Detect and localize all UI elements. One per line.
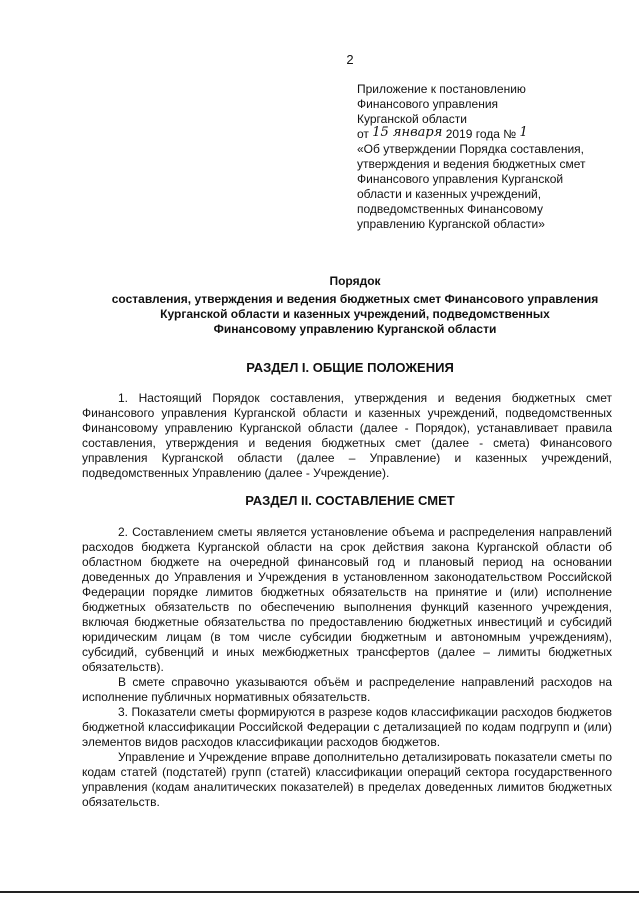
appendix-block xyxy=(357,82,627,232)
appendix-subject-line: утверждения и ведения бюджетных смет xyxy=(357,157,586,171)
paragraph: 3. Показатели сметы формируются в разрезе кодов классификации расходов бюджетов бюджетной классификации Российской Федерации с детализацией по кодам подгрупп и (или) элементов видов расходов классификации расходов бюджетов. xyxy=(82,705,612,749)
paragraph: 1. Настоящий Порядок составления, утверждения и ведения бюджетных смет Финансового управления Курганской области и казенных учреждений, подведомственных Финансовому управлению Курганской области (далее - Порядок), устанавливает правила составления, утверждения и ведения бюджетных смет (далее - смета) Финансового управления Курганской области (далее – Управление) и казенных учреждений, подведомственных Управлению (далее - Учреждение). xyxy=(82,391,612,480)
appendix-subject-line: «Об утверждении Порядка составления, xyxy=(357,142,585,156)
appendix-line: Приложение к постановлению xyxy=(357,82,526,96)
appendix-line: Финансового управления xyxy=(357,97,499,111)
paragraph: В смете справочно указываются объём и распределение направлений расходов на исполнение публичных нормативных обязательств. xyxy=(82,675,612,704)
page-number: 2 xyxy=(346,52,354,67)
section-body xyxy=(82,525,612,810)
section-heading: РАЗДЕЛ II. СОСТАВЛЕНИЕ СМЕТ xyxy=(245,493,455,508)
scan-edge-line xyxy=(0,891,639,893)
appendix-subject-line: области и казенных учреждений, xyxy=(357,187,542,201)
appendix-subject-line: подведомственных Финансовому xyxy=(357,202,543,216)
title-line: Финансовому управлению Курганской области xyxy=(213,322,497,336)
paragraph: Управление и Учреждение вправе дополнительно детализировать показатели сметы по кодам статей (подстатей) групп (статей) классификации операций сектора государственного управления (кодам аналитических показателей) в пределах доведенных лимитов бюджетных обязательств. xyxy=(82,750,612,809)
section-heading: РАЗДЕЛ I. ОБЩИЕ ПОЛОЖЕНИЯ xyxy=(246,360,454,375)
date-prefix: от xyxy=(357,127,369,141)
appendix-line: Курганской области xyxy=(357,112,467,126)
title-line: составления, утверждения и ведения бюджетных смет Финансового управления xyxy=(111,292,599,306)
section-body xyxy=(82,391,612,481)
handwritten-number: 1 xyxy=(519,125,528,140)
title-line: Курганской области и казенных учреждений, подведомственных xyxy=(160,307,550,321)
year-text: 2019 года № xyxy=(445,127,517,141)
appendix-subject-line: Финансового управления Курганской xyxy=(357,172,564,186)
paragraph: 2. Составлением сметы является установление объема и распределения направлений расходов бюджета Курганской области на срок действия закона Курганской области об областном бюджете на очередной финансовый год и плановый период на основании доведенных до Управления и Учреждения в установленном законодательством Российской Федерации порядке лимитов бюджетных обязательств на принятие и (или) исполнение бюджетных обязательств по обеспечению выполнения функций казенного учреждения, включая бюджетные обязательства по предоставлению бюджетных инвестиций и субсидий юридическим лицам (в том числе субсидии бюджетным и автономным учреждениям), субсидий, субвенций и иных межбюджетных трансфертов (далее – лимиты бюджетных обязательств). xyxy=(82,525,612,674)
handwritten-date: 15 января xyxy=(372,125,443,140)
document-title xyxy=(60,274,639,337)
appendix-date-line xyxy=(357,127,627,142)
title-line: Порядок xyxy=(329,274,381,288)
appendix-subject-line: управлению Курганской области» xyxy=(357,217,545,231)
